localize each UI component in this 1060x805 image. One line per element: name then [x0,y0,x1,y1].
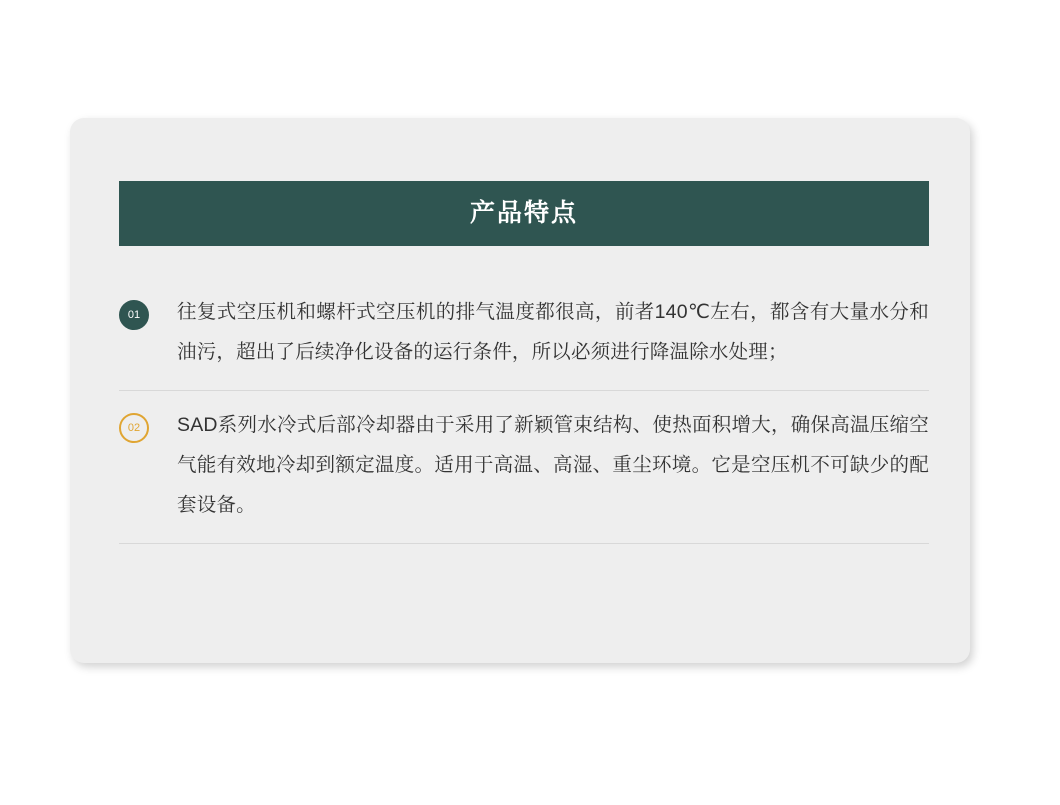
card-title-bar [119,181,929,246]
page-title: 产品特点 [469,199,578,227]
product-features-card [70,118,970,663]
feature-text-02: SAD系列水冷式后部冷却器由于采用了新颖管束结构、使热面积增大，确保高温压缩空气能有效地冷却到额定温度。适用于高温、高湿、重尘环境。它是空压机不可缺少的配套设备。 [177,414,929,516]
feature-text-01: 往复式空压机和螺杆式空压机的排气温度都很高，前者140℃左右，都含有大量水分和油污，超出了后续净化设备的运行条件，所以必须进行降温除水处理； [177,301,929,363]
feature-number-badge-02: 02 [119,413,149,443]
list-item [119,278,929,391]
features-list [119,278,929,544]
list-item [119,391,929,544]
feature-number-badge-01: 01 [119,300,149,330]
